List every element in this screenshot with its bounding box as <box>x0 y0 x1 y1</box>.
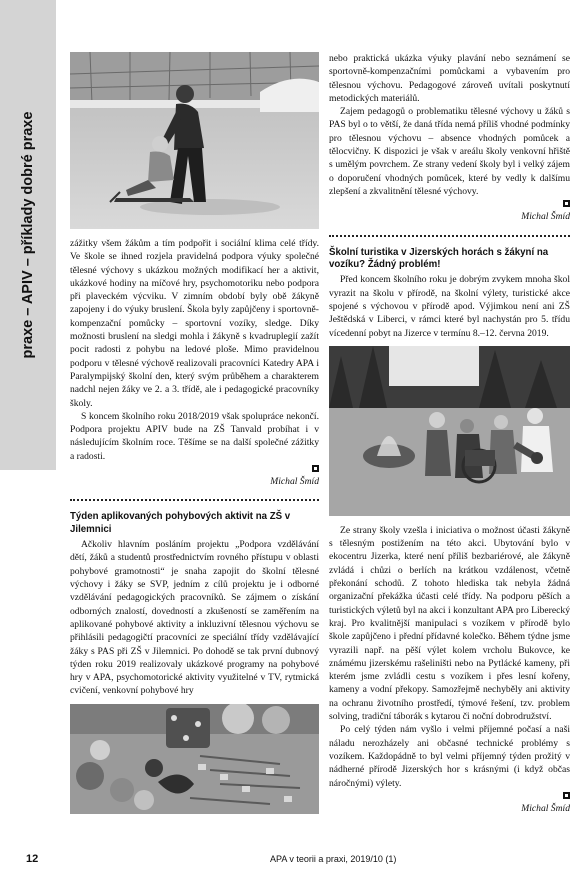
ice-skating-sledge-photo <box>70 52 319 229</box>
end-mark-icon <box>563 792 570 799</box>
equipment-balls-photo <box>70 704 319 814</box>
author: Michal Šmíd <box>270 476 319 488</box>
paragraph: Po celý týden nám vyšlo i velmi příjemné počasí a naši náladu nerozházely ani občasné technické problémy s vozíkem. Každopádně to byl velmi příjemný týden prožitý v nádherné přírodě Jizerských hor s krásnými (i když občas náročnými) výlety. <box>329 724 570 789</box>
author: Michal Šmíd <box>521 211 570 223</box>
section-divider <box>70 499 319 501</box>
section-side-tab <box>0 0 56 470</box>
right-column <box>329 52 570 815</box>
end-mark-row <box>70 463 319 475</box>
end-mark-row <box>329 198 570 210</box>
section-label: praxe – APIV – příklady dobré praxe <box>20 111 36 359</box>
paragraph: Před koncem školního roku je dobrým zvykem mnoha škol vyrazit na školu v přírodě, na školní výlety, turistické akce spojené s výchovou v přírodě apod. Výjimkou není ani ZŠ Ještědská v Liberci, v rámci které byl nachystán pro 5. třídu vícedenní pobyt na Jizerce v termínu 8.–12. června 2019. <box>329 274 570 339</box>
end-mark-icon <box>563 200 570 207</box>
paragraph: zážitky všem žákům a tím podpořit i sociální klima celé třídy. Ve škole se ihned rozjela pravidelná podpora výuky společné tělesné výchovy s ukázkou možných modifikací her a aktivit, ukázkové hodiny na míčové hry, psychomotoriku nebo podpora při plaveckém výcviku. V zimním období byly obě žákyně zapojeny i do výuky bruslení. Škola byly zapůjčeny i sportovně-kompenzační pomůcky – sportovní vozíky, sledge. Díky možnosti bruslení na sledgi mohla i žákyně s kvadruplegií zažít pocit radosti z pohybu na ledové ploše. Mimo pravidelnou podporu v tělesné výchově realizovali pracovníci Katedry APA i Paralympijský školní den, který svým průběhem a charakterem nadchl nejen žáky ve 2. a 3. třídě, ale i pedagogické pracovníky školy. <box>70 238 319 409</box>
page-number: 12 <box>26 853 39 865</box>
left-column <box>70 52 319 814</box>
paragraph: Ačkoliv hlavním posláním projektu „Podpora vzdělávání dětí, žáků a studentů prostřednictvím rovného přístupu v oblasti pohybové gramotnosti“ je snaha zapojit do školní tělesné výchovy i žáky se SVP, jedním z cílů projektu je i odborné vzdělávání pedagogických pracovníků. Se zájmem o získání odborných znalostí, dovedností a zkušeností se zaměřením na aplikované pohybové aktivity a inkluzivní tělesnou výchovu se přihlásili pedagogičtí pracovníci ze speciální třídy vzdělávající žáky s PAS při ZŠ v Jilemnici. Po dohodě se tak první dubnový týden roku 2019 realizovaly ukázkové programy na pohybové hry v APA, psychomotorické aktivity využitelné v TV, rytmická cvičení, venkovní pohybové hry <box>70 539 319 697</box>
paragraph: Ze strany školy vzešla i iniciativa o možnost účasti žákyně s tělesným postižením na této akci. Ubytování bylo v ekocentru Jizerka, které není příliš bezbariérové, ale žákyně zvládá i chůzi o berlích na krátkou vzdálenost, včetně překonání schodů. Z tohoto hlediska tak nebyla žádná organizační překážka účasti celé třídy. Na podporu pěších a turistických výletů byl na akci i konzultant APA pro Liberecký kraj. Pro kvalitnější manipulaci s vozíkem v přírodě bylo škole zapůjčeno i přední přídavné kolečko. Během týdne jsme vyrazili např. na pěší výlet kolem vrcholu Bukovce, ke známému jizerskému rašeliništi nebo na Pytlácké kameny, při kterém jsme zvládli cestu s vozíkem i přes lesní kořeny, kameny a vodní překopy. Samozřejmě nechyběly ani aktivity na ochranu životního prostředí, týmové řešení, tzv. problem solving, tradiční táborák s kytarou či noční dobrodružství. <box>329 524 570 723</box>
journal-citation: APA v teorii a praxi, 2019/10 (1) <box>270 854 397 864</box>
end-mark-row <box>329 790 570 802</box>
section-divider <box>329 235 570 237</box>
article-heading: Školní turistika v Jizerských horách s žákyní na vozíku? Žádný problém! <box>329 246 549 270</box>
end-mark-icon <box>312 465 319 472</box>
paragraph: nebo praktická ukázka výuky plavání nebo seznámení se sportovně-kompenzačními pomůckami a vybavením pro tělesnou výchovu. Pedagogové zároveň uvítali poskytnutí metodických materiálů. <box>329 53 570 104</box>
paragraph: S koncem školního roku 2018/2019 však spolupráce nekončí. Podpora projektu APIV bude na ZŠ Tanvald probíhat i v následujícím školním roce. Těšíme se na další společné zážitky a radosti. <box>70 410 319 462</box>
author: Michal Šmíd <box>521 802 570 814</box>
paragraph: Zajem pedagogů o problematiku tělesné výchovy u žáků s PAS byl o to větší, že daná třída nemá příliš vhodné podmínky pro tělesnou výchovu – absence vhodných pomůcek a tělocvičny. K dispozici je však v areálu školy venkovní hřiště s umělým povrchem. Ze strany vedení školy byl i velký zájem o doporučení vhodných pomůcek, které by vedly k dalšímu zlepšení a zkvalitnění tělesné výchovy. <box>329 106 570 197</box>
article-heading: Týden aplikovaných pohybových aktivit na ZŠ v Jilemnici <box>70 511 291 535</box>
campfire-group-photo <box>329 346 570 516</box>
